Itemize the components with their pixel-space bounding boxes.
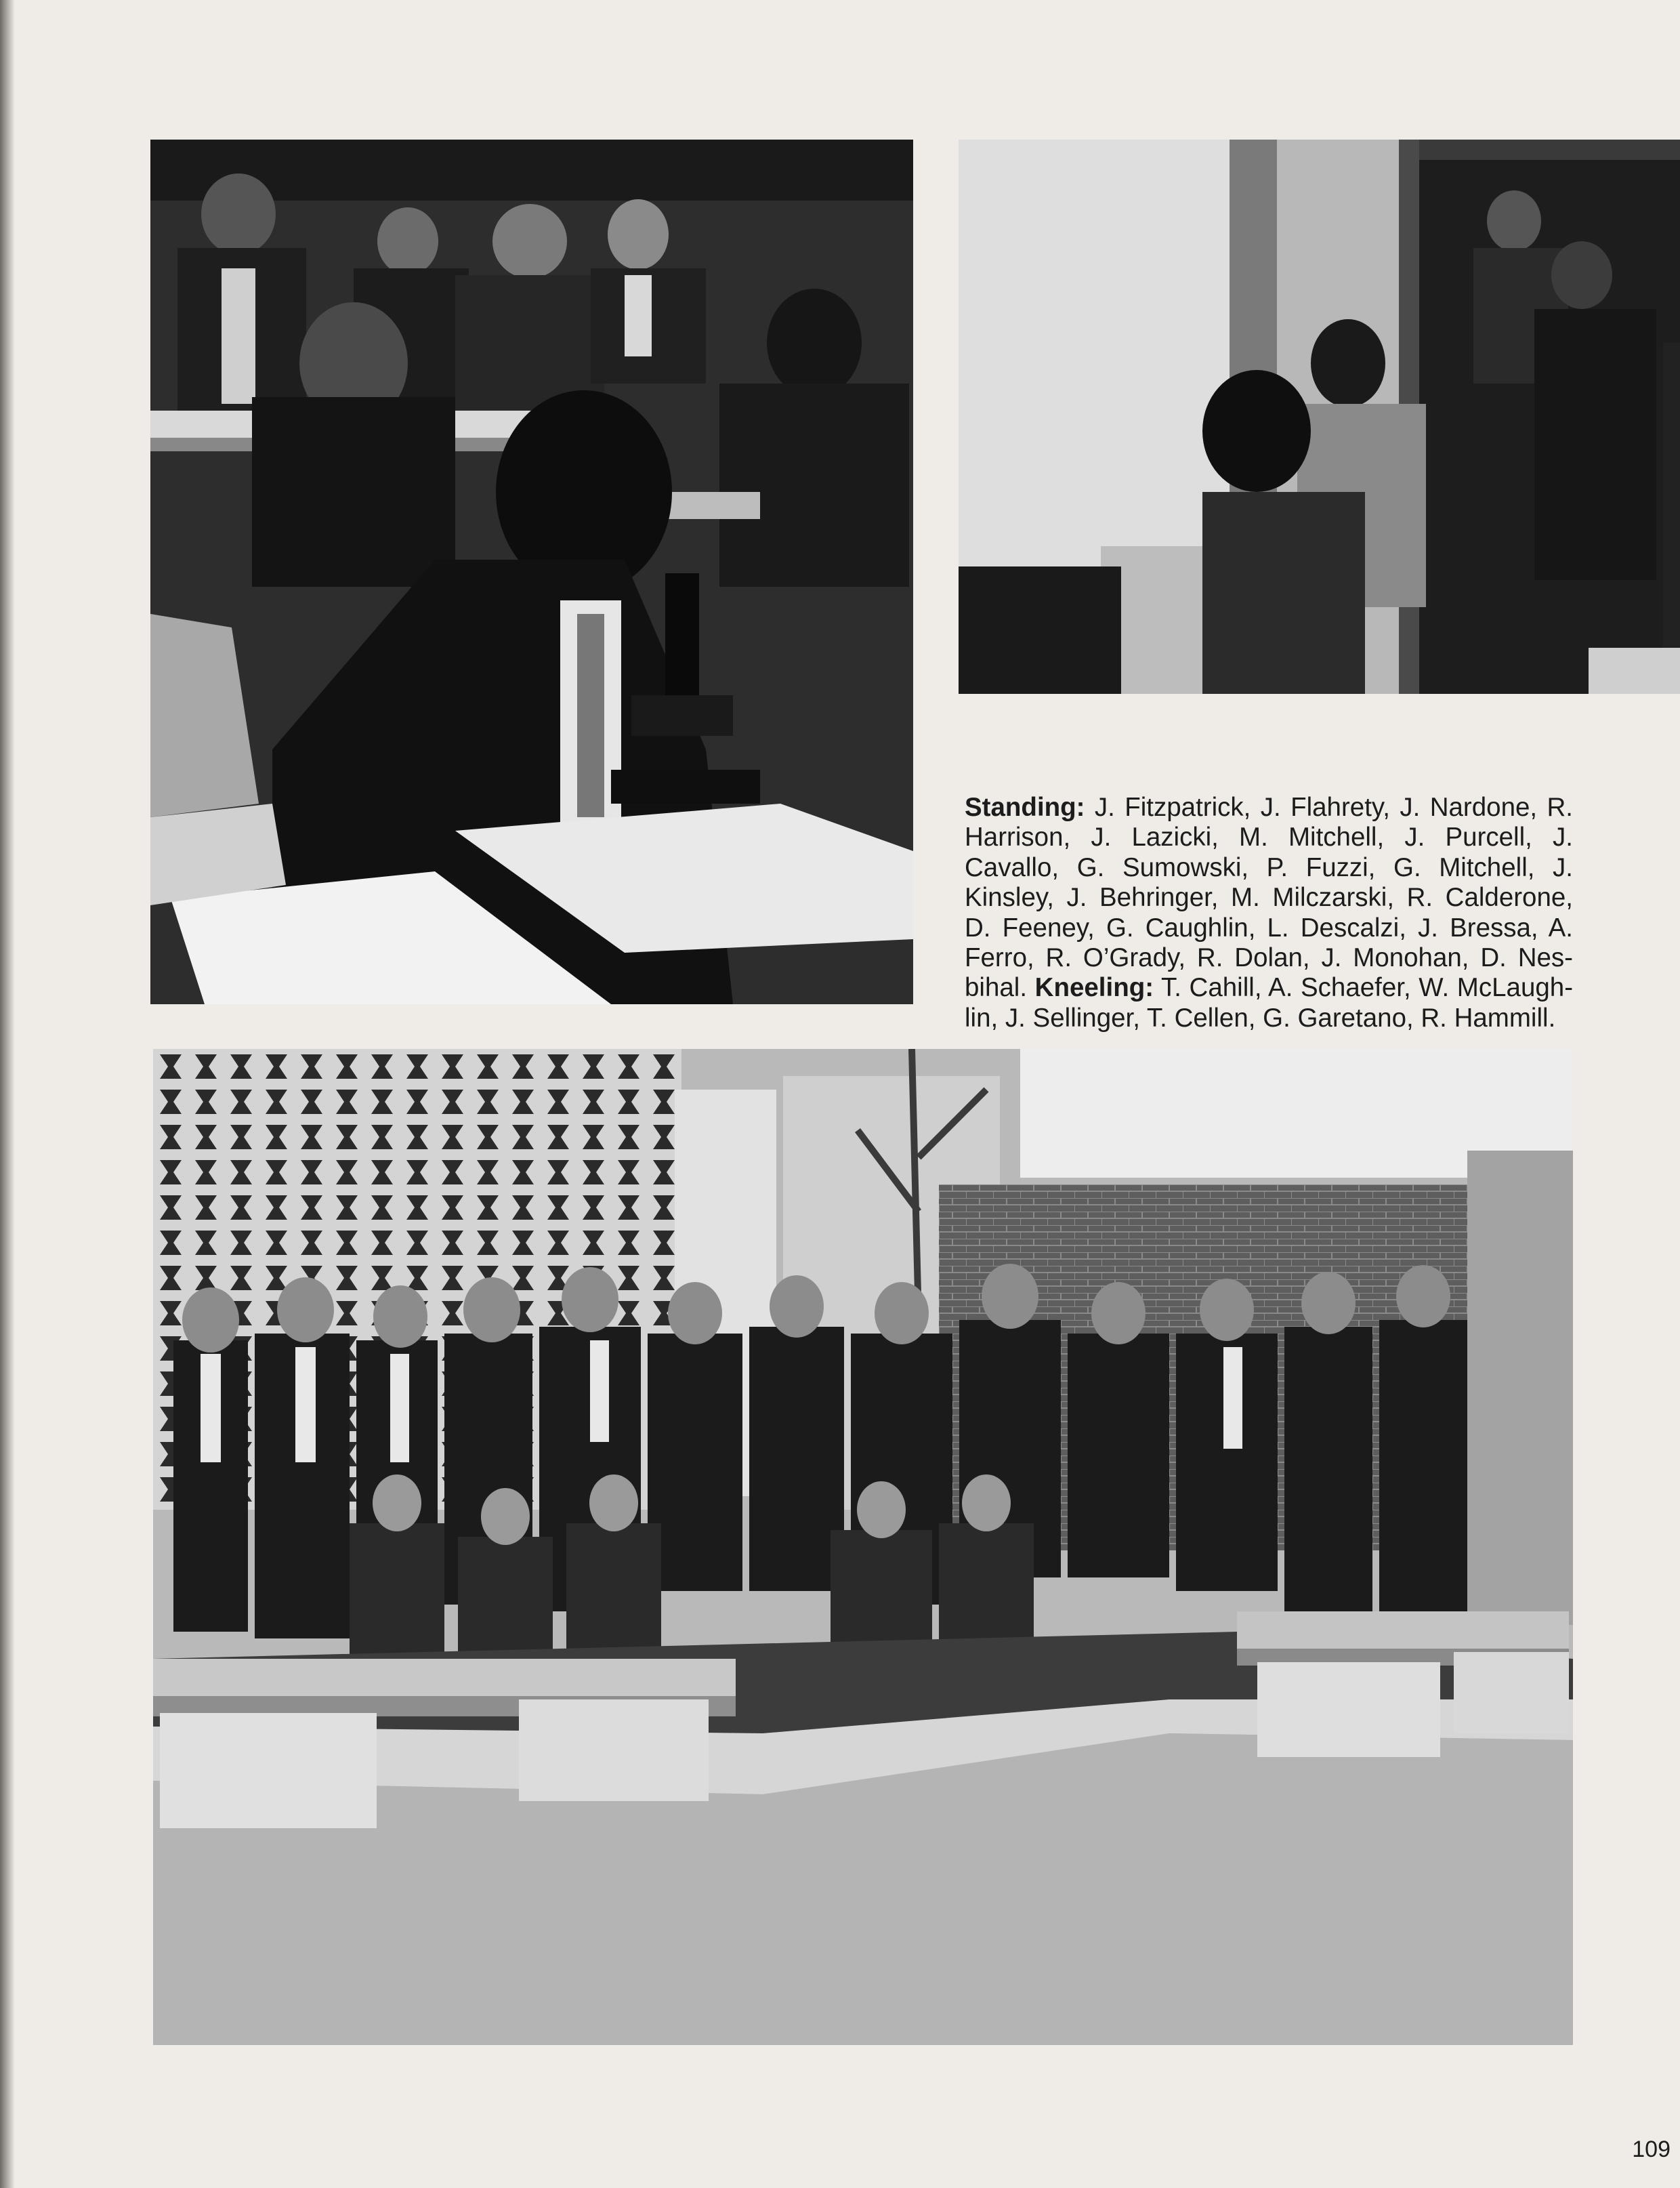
binding-shadow (0, 0, 15, 2188)
page-number: 109 (1632, 2137, 1671, 2162)
photo-group-portrait (153, 1049, 1573, 2045)
photo-caption (965, 793, 1573, 1033)
photo-doorway-crowd (959, 140, 1680, 694)
photo-doorway-art (959, 140, 1680, 694)
caption-kneeling-label: Kneeling: (1027, 973, 1154, 1003)
photo-lab-students-microscope (150, 140, 913, 1004)
photo-group-art (153, 1049, 1573, 2045)
caption-kneeling-names: T. Cahill, A. Schaefer, W. McLaughlin, J. Sellinger, T. Cellen, G. Garetano, R. Hammill. (965, 973, 1574, 1033)
photo-lab-art (150, 140, 913, 1004)
caption-standing-label: Standing: (965, 793, 1085, 822)
caption-standing-names: J. Fitzpatrick, J. Flahrety, J. Nardone, R. Harrison, J. Lazicki, M. Mitchell, J. Purcell, J. Cavallo, G. Sumowski, P. Fuzzi, G. Mitchell, J. Kinsley, J. Behringer, M. Milczarski, R. Calderone, D. Feeney, G. Caughlin, L. Descalzi, J. Bressa, A. Ferro, R. O’Grady, R. Dolan, J. Monohan, D. Nesbihal. (965, 793, 1573, 1003)
